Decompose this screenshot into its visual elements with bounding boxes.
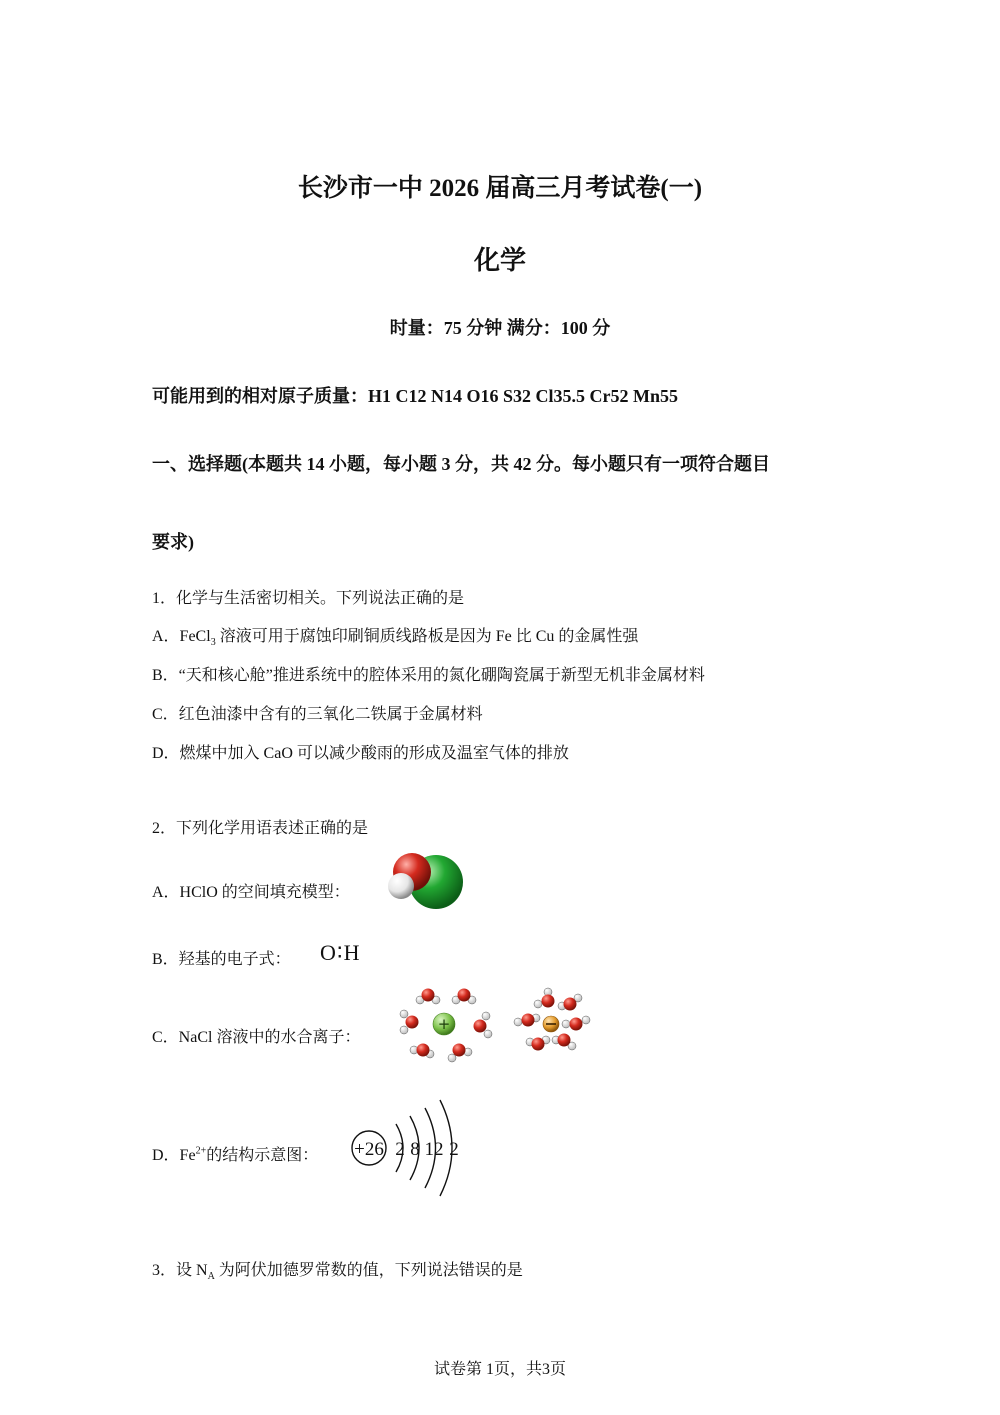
water-molecule	[448, 1044, 472, 1063]
q1-option-c: C．红色油漆中含有的三氧化二铁属于金属材料	[152, 706, 483, 723]
q3-stem: 3．设 $N_A$ 为阿伏加德罗常数的值，下列说法错误的是	[152, 1262, 523, 1283]
section-heading: 一、选择题(本题共 14 小题，每小题 3 分，共 42 分。每小题只有一项符合题目	[152, 454, 770, 474]
shell-electrons: 2	[449, 1139, 459, 1160]
water-molecule	[558, 994, 582, 1011]
hydroxyl-electron-formula: O∶H	[320, 940, 361, 965]
section-heading-cont: 要求)	[152, 532, 194, 552]
water-molecule	[400, 1010, 419, 1034]
atomic-masses: 可能用到的相对原子质量：H1 C12 N14 O16 S32 Cl35.5 Cr52 Mn55	[152, 386, 678, 406]
q2-option-a: A．HClO 的空间填充模型：	[152, 884, 350, 901]
water-molecule	[562, 1016, 590, 1031]
hydrated-ions-diagram	[396, 984, 596, 1066]
exam-title: 长沙市一中 2026 届高三月考试卷(一)	[297, 175, 703, 202]
time-info: 时量：75 分钟 满分：100 分	[389, 318, 611, 338]
q2-option-d: D．$Fe^{2+}$的结构示意图：	[152, 1145, 319, 1164]
water-molecule	[410, 1044, 434, 1059]
water-molecule	[552, 1034, 576, 1051]
q2-option-b: B．羟基的电子式：	[152, 951, 291, 968]
shell-electrons: 2	[395, 1139, 405, 1160]
hydrated-sodium-ion	[400, 989, 492, 1063]
q2-option-c: C．NaCl 溶液中的水合离子：	[152, 1029, 361, 1046]
q1-option-b: B．“天和核心舱”推进系统中的腔体采用的氮化硼陶瓷属于新型无机非金属材料	[152, 667, 705, 684]
water-molecule	[526, 1036, 550, 1051]
water-molecule	[474, 1012, 493, 1038]
hclo-space-filling-model	[380, 848, 470, 914]
q1-stem: 1．化学与生活密切相关。下列说法正确的是	[152, 590, 465, 607]
q1-option-a: A．FeCl$_3$ 溶液可用于腐蚀印刷铜质线路板是因为 Fe 比 Cu 的金属性强	[152, 628, 639, 649]
fe2-ion-structure-diagram	[342, 1096, 472, 1200]
water-molecule	[514, 1014, 540, 1027]
water-molecule	[416, 989, 440, 1005]
shell-electrons: 12	[424, 1139, 444, 1160]
water-molecule	[452, 989, 476, 1005]
nucleus-charge: +26	[354, 1139, 384, 1160]
svg-text:+: +	[437, 1015, 451, 1033]
water-molecule	[534, 988, 555, 1008]
q2-stem: 2．下列化学用语表述正确的是	[152, 820, 369, 837]
q1-option-d: D．燃煤中加入 CaO 可以减少酸雨的形成及温室气体的排放	[152, 745, 569, 762]
hydrated-chloride-ion	[514, 988, 590, 1051]
hydrogen-atom	[388, 873, 414, 899]
shell-electrons: 8	[410, 1139, 420, 1160]
subject-title: 化学	[473, 246, 526, 275]
page-footer: 试卷第 1页，共3页	[433, 1361, 566, 1378]
